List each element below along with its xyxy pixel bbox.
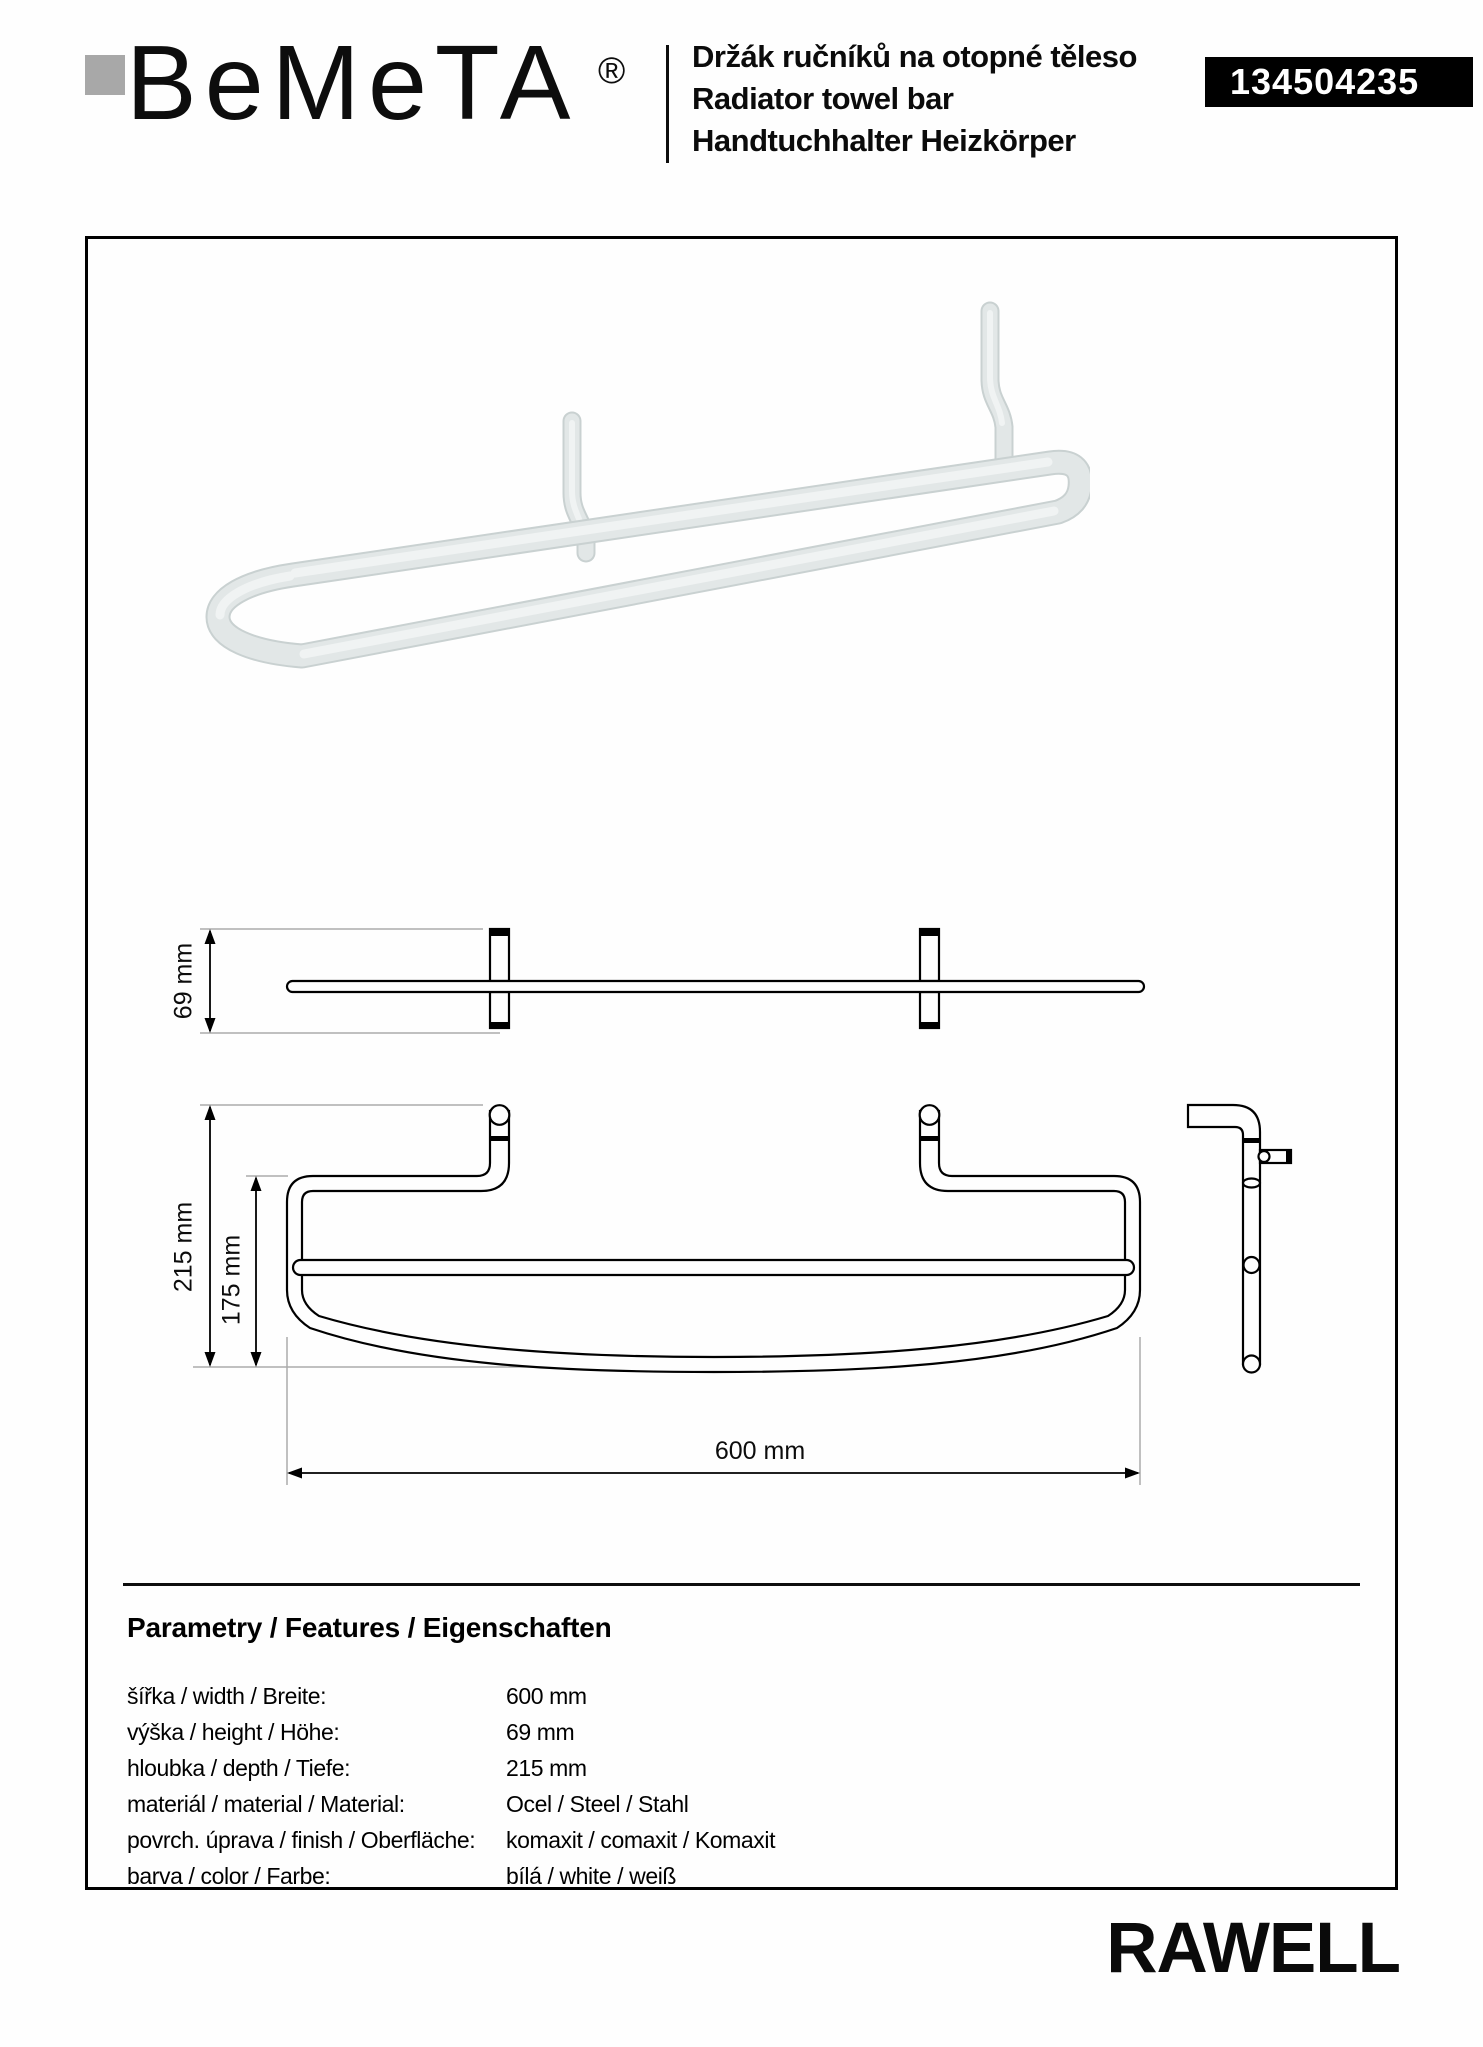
- product-code: 134504235: [1230, 61, 1420, 102]
- param-label: hloubka / depth / Tiefe:: [127, 1755, 351, 1781]
- dim-label-inner-depth: 175 mm: [217, 1234, 246, 1326]
- crossbar-outline: [293, 1260, 1134, 1275]
- product-title-en: Radiator towel bar: [692, 81, 954, 116]
- pin-collar: [920, 1136, 939, 1141]
- param-label: barva / color / Farbe:: [127, 1863, 331, 1889]
- photo-rail-loop: [218, 462, 1080, 656]
- dim-label-width: 600 mm: [714, 1437, 806, 1465]
- footer-brand: RAWELL: [1106, 1909, 1400, 1988]
- param-label: šířka / width / Breite:: [127, 1683, 327, 1709]
- param-label: materiál / material / Material:: [127, 1791, 405, 1817]
- table-row: [127, 1714, 1227, 1750]
- param-value: bílá / white / weiß: [506, 1863, 677, 1889]
- parameters-separator: [123, 1583, 1360, 1586]
- param-value: 600 mm: [506, 1683, 587, 1709]
- product-photo: [190, 285, 1090, 675]
- side-tube-end: [1243, 1356, 1260, 1373]
- product-title-de: Handtuchhalter Heizkörper: [692, 123, 1076, 158]
- table-row: [127, 1786, 1227, 1822]
- param-label: povrch. úprava / finish / Oberfläche:: [127, 1827, 476, 1853]
- param-value: 69 mm: [506, 1719, 575, 1745]
- parameters-table: [127, 1678, 1227, 1894]
- brand-logo: BeMeTA: [126, 24, 579, 142]
- frame-tube-outline: [287, 1111, 1140, 1372]
- towel-bar-photo: [218, 311, 1080, 656]
- side-view-drawing: [1188, 1105, 1291, 1373]
- product-title-cs: Držák ručníků na otopné těleso: [692, 39, 1137, 74]
- product-code-badge: [1205, 57, 1473, 107]
- photo-hook-right: [990, 311, 1004, 471]
- registered-trademark-icon: ®: [598, 50, 626, 91]
- bar-outline: [287, 981, 1144, 992]
- side-stub-cap: [1286, 1150, 1291, 1163]
- pin-head-left: [490, 1105, 510, 1125]
- side-stub-joint: [1259, 1151, 1270, 1162]
- param-value: Ocel / Steel / Stahl: [506, 1791, 689, 1817]
- mounting-peg-left: [490, 929, 509, 1028]
- pin-head-right: [920, 1105, 940, 1125]
- logo-gray-square-icon: [85, 55, 125, 95]
- header-divider: [666, 45, 669, 163]
- dim-label-height: 69 mm: [169, 942, 198, 1020]
- pin-collar: [490, 1136, 509, 1141]
- param-value: komaxit / comaxit / Komaxit: [506, 1827, 776, 1853]
- side-collar: [1243, 1138, 1260, 1143]
- param-value: 215 mm: [506, 1755, 587, 1781]
- table-row: [127, 1750, 1227, 1786]
- parameters-heading: Parametry / Features / Eigenschaften: [127, 1612, 612, 1643]
- table-row: [127, 1822, 1227, 1858]
- top-view-drawing: [100, 1085, 1340, 1505]
- dim-label-depth: 215 mm: [169, 1201, 198, 1293]
- front-view-drawing: [100, 860, 1300, 1050]
- table-row: [127, 1858, 1227, 1894]
- param-label: výška / height / Höhe:: [127, 1719, 340, 1745]
- product-title-block: [692, 36, 1212, 162]
- side-hook-outline: [1188, 1105, 1260, 1364]
- table-row: [127, 1678, 1227, 1714]
- mounting-peg-right: [920, 929, 939, 1028]
